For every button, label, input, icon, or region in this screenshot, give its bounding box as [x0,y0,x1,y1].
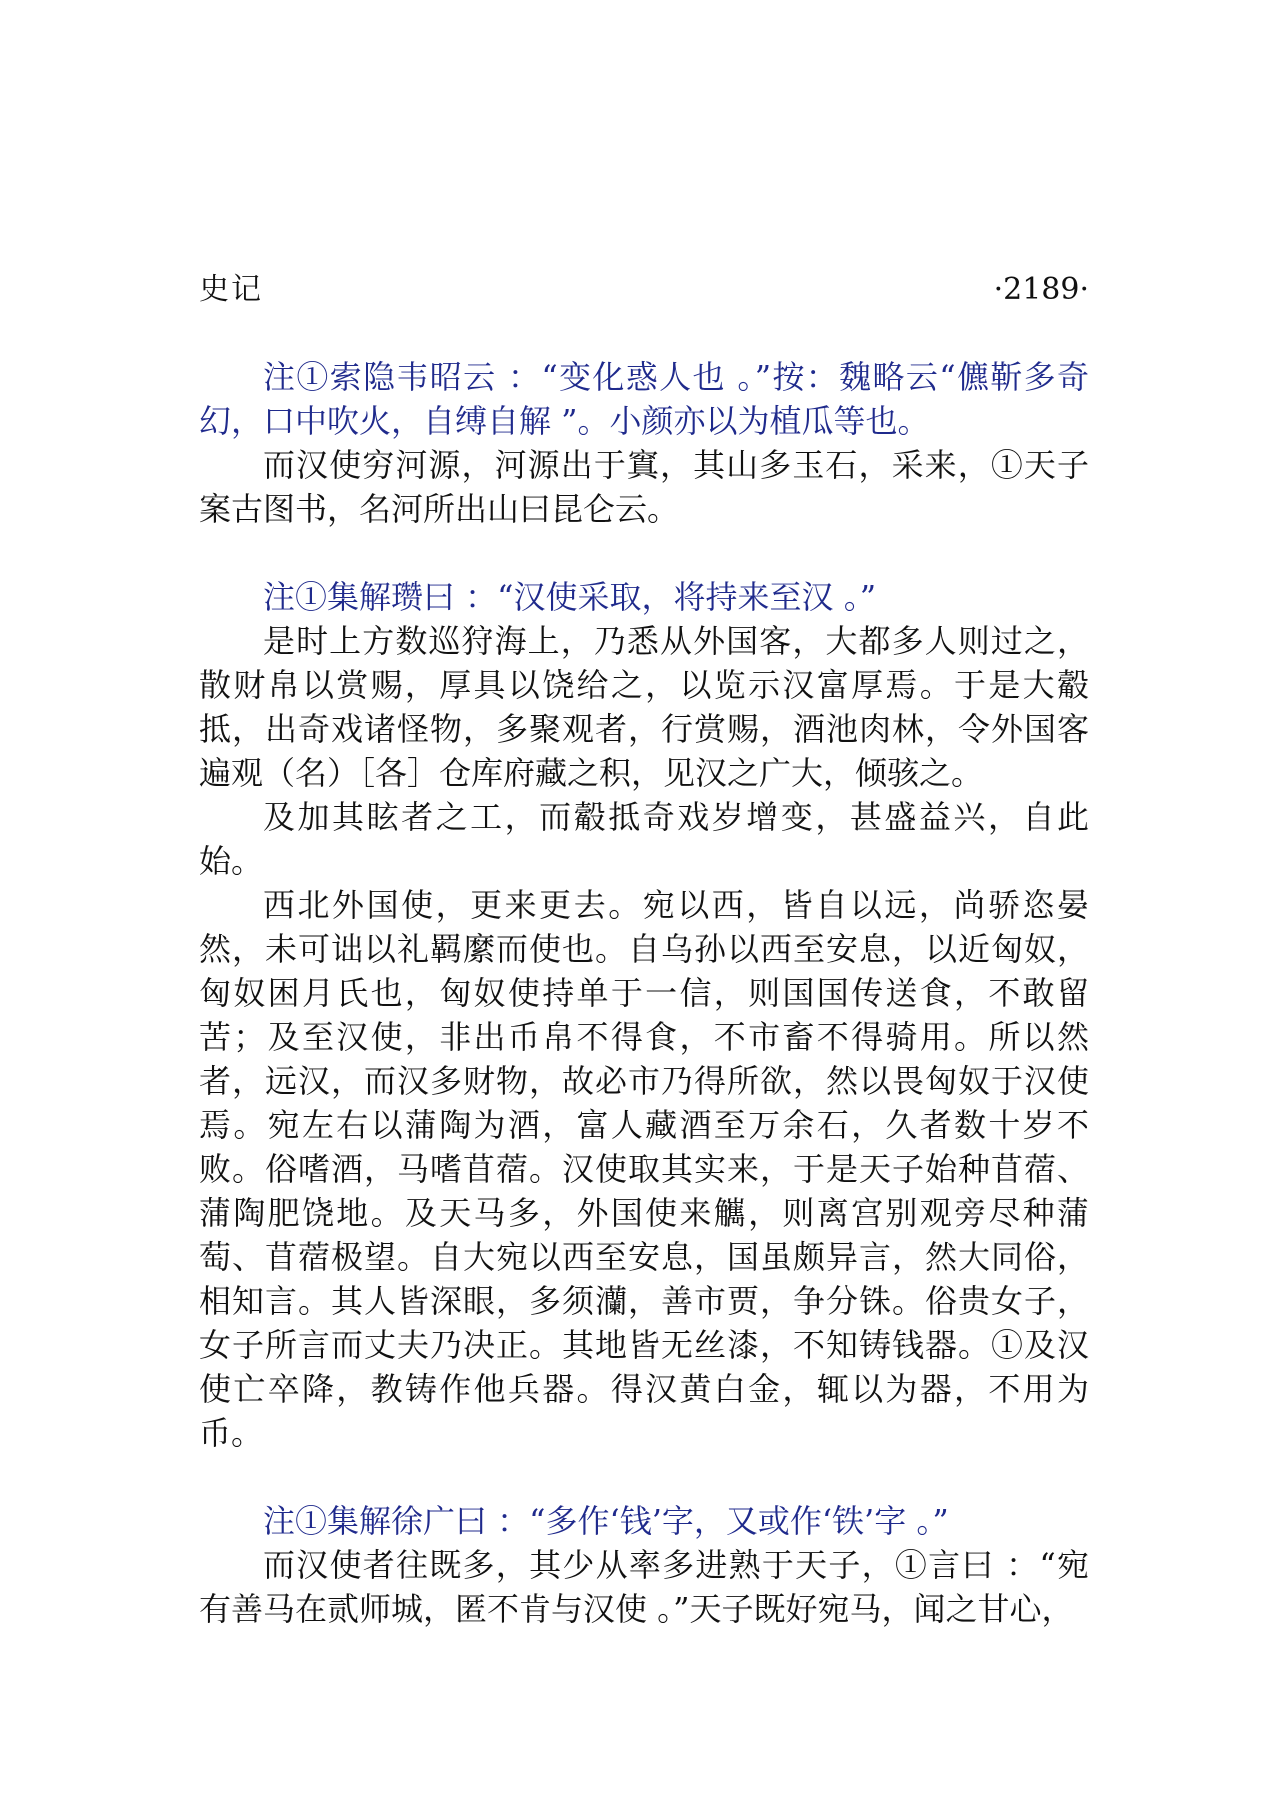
body-paragraph: 而汉使穷河源，河源出于窴，其山多玉石，采来，①天子案古图书，名河所出山曰昆仑云。 [199,446,1089,528]
annotation-paragraph: 注①集解瓒曰 ：“汉使采取，将持来至汉 。” [263,578,877,616]
annotation-paragraph: 注①集解徐广曰 ：“多作‘钱’字，又或作‘铁’字 。” [263,1502,949,1540]
body-paragraph: 而汉使者往既多，其少从率多进熟于天子，①言曰 ：“宛有善马在贰师城，匿不肯与汉使 。”天子既好宛马，闻之甘心， [199,1546,1089,1628]
body-paragraph: 西北外国使，更来更去。宛以西，皆自以远，尚骄恣晏然，未可诎以礼羁縻而使也。自乌孙以西至安息，以近匈奴，匈奴困月氏也，匈奴使持单于一信，则国国传送食，不敢留苦；及至汉使，非出币帛不得食，不市畜不得骑用。所以然者，远汉，而汉多财物，故必市乃得所欲，然以畏匈奴于汉使焉。宛左右以蒲陶为酒，富人藏酒至万余石，久者数十岁不败。俗嗜酒，马嗜苜蓿。汉使取其实来，于是天子始种苜蓿、蒲陶肥饶地。及天马多，外国使来觽，则离宫别观旁尽种蒲萄、苜蓿极望。自大宛以西至安息，国虽颇异言，然大同俗，相知言。其人皆深眼，多须灡，善市贾，争分铢。俗贵女子，女子所言而丈夫乃决正。其地皆无丝漆，不知铸钱器。①及汉使亡卒降，教铸作他兵器。得汉黄白金，辄以为器，不用为币。 [199,886,1089,1452]
page-header [199,268,1089,312]
annotation-paragraph: 注①索隐韦昭云 ：“变化惑人也 。”按：魏略云“儦靳多奇幻，口中吹火，自缚自解 ”。小颜亦以为植瓜等也。 [199,358,1089,440]
page-number: ·2189· [993,272,1089,307]
page-content [199,355,1089,1631]
book-title: 史记 [199,272,263,307]
body-paragraph: 是时上方数巡狩海上，乃悉从外国客，大都多人则过之，散财帛以赏赐，厚具以饶给之，以览示汉富厚焉。于是大觳抵，出奇戏诸怪物，多聚观者，行赏赐，酒池肉林，令外国客遍观（名）［各］仓库府藏之积，见汉之广大，倾骇之。 [199,622,1089,792]
body-paragraph: 及加其眩者之工，而觳抵奇戏岁增变，甚盛益兴，自此始。 [199,798,1089,880]
